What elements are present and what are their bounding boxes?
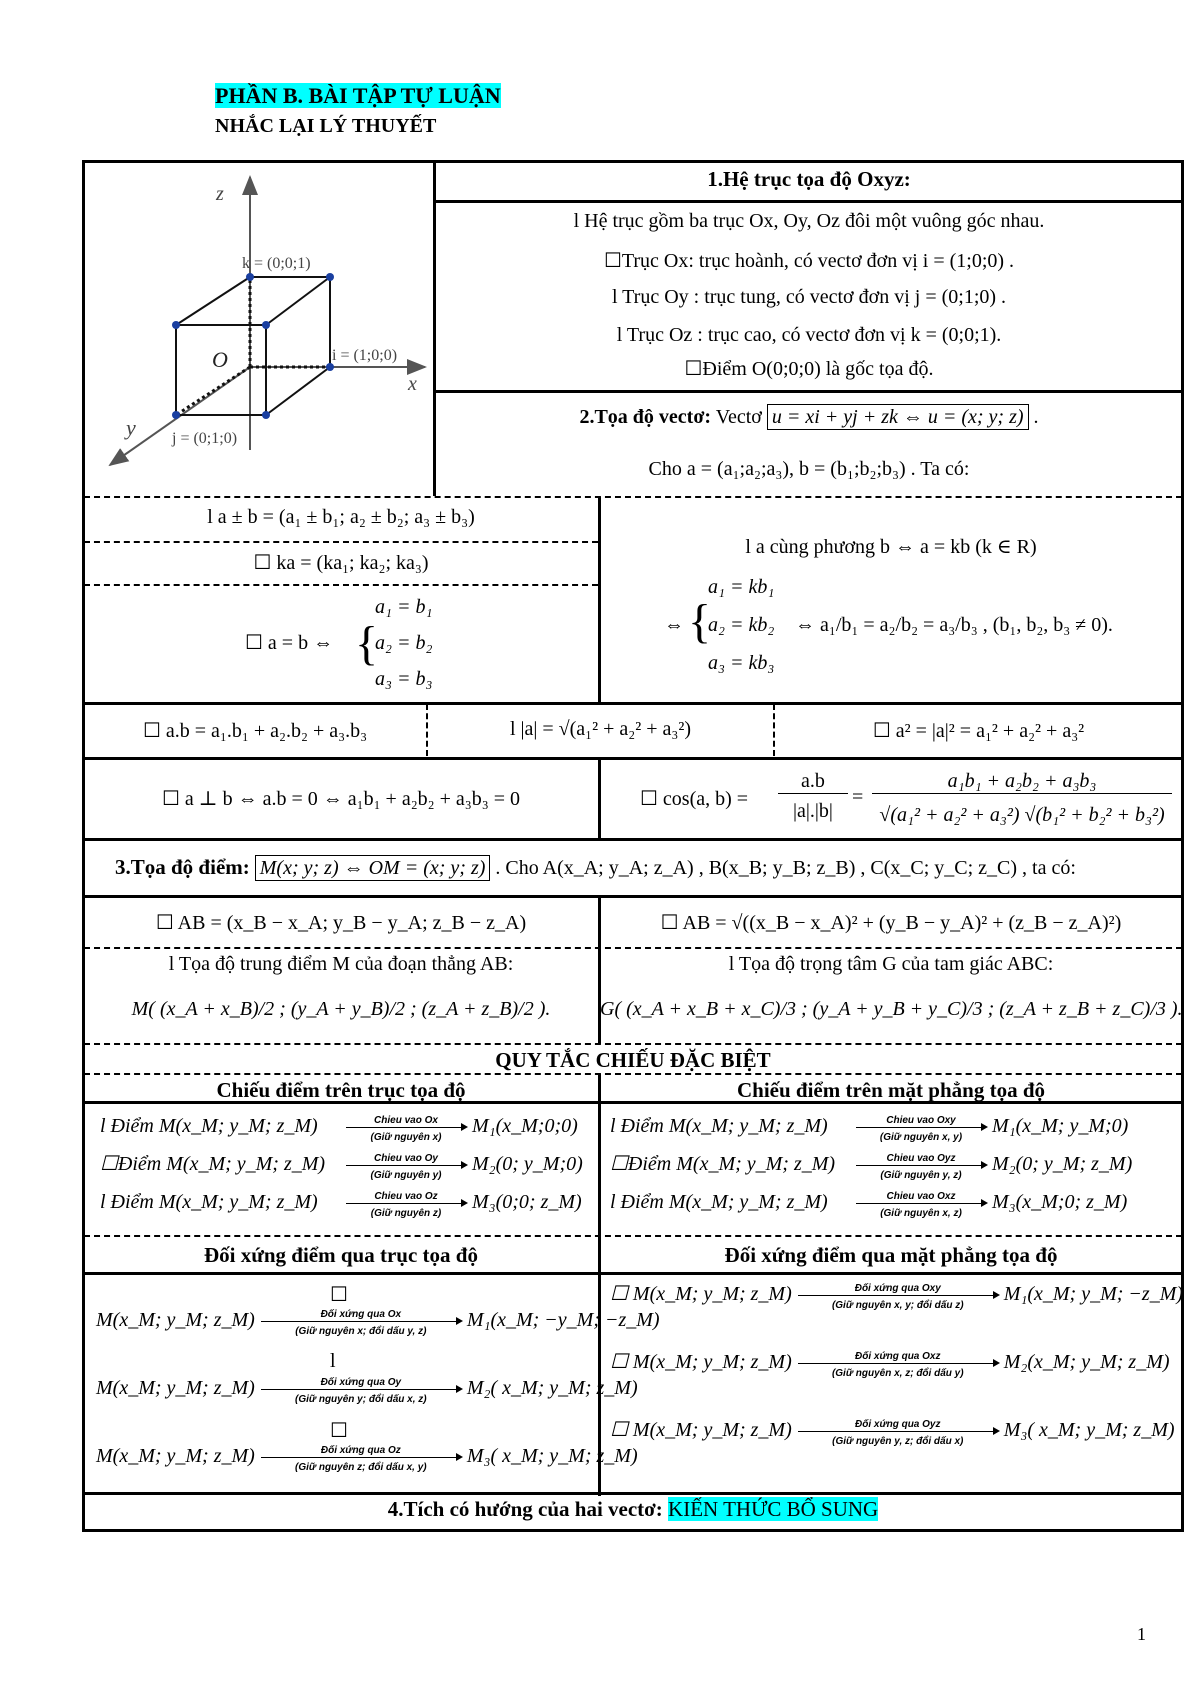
cube-edge: [266, 277, 330, 325]
rule-lhs: l Điểm M(x_M; y_M; z_M): [100, 1115, 318, 1138]
rule-rhs: M₃(0;0; z_M): [472, 1191, 582, 1214]
rule-arrow: [255, 1306, 467, 1337]
rule-arrow: [792, 1416, 1004, 1447]
section3-title: 3.Tọa độ điểm:: [115, 855, 250, 879]
equals-sign: =: [852, 786, 864, 808]
rule-lhs: M(x_M; y_M; z_M): [96, 1309, 255, 1332]
divider: [598, 497, 601, 703]
rule-arrow-bottom: (Giữ nguyên x, z; đổi dấu y): [831, 1368, 964, 1379]
brace: {: [688, 595, 712, 648]
rule-row: [610, 1348, 1170, 1379]
section3-given: . Cho A(x_A; y_A; z_A) , B(x_B; y_B; z_B) , C(x_C; y_C; z_C) , ta có:: [495, 857, 1076, 879]
rule-lhs: ☐ M(x_M; y_M; z_M): [610, 1419, 792, 1442]
section2-title: 2.Tọa độ vectơ:: [579, 406, 712, 428]
rule-arrow-top: Đối xứng qua Ox: [320, 1309, 402, 1320]
rule-lhs: M(x_M; y_M; z_M): [96, 1377, 255, 1400]
rule-arrow-bottom: (Giữ nguyên x, y; đổi dấu z): [831, 1300, 964, 1311]
ab-vector: ☐ AB = (x_B − x_A; y_B − y_A; z_B − z_A): [155, 912, 527, 934]
symmetry-plane-header: Đối xứng điểm qua mặt phẳng tọa độ: [724, 1243, 1058, 1267]
vector-equal-lhs: ☐ a = b ⇔: [245, 632, 334, 654]
supplement-badge: KIẾN THỨC BỔ SUNG: [668, 1497, 879, 1521]
rule-arrow-top: Chieu vao Oz: [374, 1191, 438, 1202]
section1-title: 1.Hệ trục tọa độ Oxyz:: [707, 167, 911, 191]
cube-edge: [176, 277, 250, 325]
cube-vertex: [326, 363, 334, 371]
arrow-line: [798, 1431, 998, 1432]
vector-def: u = xi + yj + zk ⇔ u = (x; y; z): [767, 404, 1029, 430]
section4-title: 4.Tích có hướng của hai vectơ:: [387, 1497, 663, 1521]
i-label: i = (1;0;0): [332, 347, 398, 364]
rule-arrow-bottom: (Giữ nguyên y; đổi dấu x, z): [295, 1394, 427, 1405]
z-label: z: [216, 183, 224, 205]
rule-arrow: [340, 1150, 472, 1181]
cos-mid-denominator: |a|.|b|: [793, 800, 833, 822]
rule-arrow-bottom: (Giữ nguyên y, z): [880, 1170, 962, 1181]
rule-lhs: ☐ M(x_M; y_M; z_M): [610, 1351, 792, 1374]
rule-lhs: M(x_M; y_M; z_M): [96, 1445, 255, 1468]
cube-vertex: [326, 273, 334, 281]
page-number: 1: [1137, 1624, 1146, 1644]
rule-row: [610, 1112, 1128, 1143]
divider: [84, 757, 1182, 760]
divider: [84, 838, 1182, 841]
divider: [598, 758, 601, 839]
divider: [84, 1235, 1182, 1237]
point-def: M(x; y; z) ⇔ OM = (x; y; z): [255, 855, 491, 881]
equivalent-sign: ⇔: [664, 614, 684, 636]
section4-line: [84, 1497, 1182, 1522]
y-label: y: [126, 415, 136, 440]
divider: [84, 1272, 1182, 1275]
rule-lhs: l Điểm M(x_M; y_M; z_M): [100, 1191, 318, 1214]
section2-given: Cho a = (a₁;a₂;a₃), b = (b₁;b₂;b₃) . Ta có:: [648, 458, 970, 480]
symmetry-axis-header: Đối xứng điểm qua trục tọa độ: [204, 1243, 478, 1267]
dot-product: ☐ a.b = a₁.b₁ + a₂.b₂ + a₃.b₃: [142, 720, 368, 742]
rule-arrow: [255, 1374, 467, 1405]
j-vector: [176, 367, 250, 415]
rule-arrow: [340, 1188, 472, 1219]
rule-row: [100, 1150, 583, 1181]
rule-rhs: M₁(x_M; y_M;0): [992, 1115, 1129, 1138]
rule-row: [610, 1150, 1132, 1181]
divider: [598, 1074, 601, 1496]
divider: [84, 947, 1182, 949]
rule-arrow-bottom: (Giữ nguyên z; đổi dấu x, y): [295, 1462, 427, 1473]
divider: [84, 1043, 1182, 1045]
cube-back-face: [250, 277, 330, 367]
perpendicular-condition: ☐ a ⊥ b ⇔ a.b = 0 ⇔ a₁b₁ + a₂b₂ + a₃b₃ = 0: [161, 788, 521, 810]
section1-line: ☐Điểm O(0;0;0) là gốc tọa độ.: [684, 358, 934, 380]
equal-system-row: a₂ = b₂: [375, 632, 433, 654]
rule-arrow: [792, 1348, 1004, 1379]
rule-row: [96, 1442, 638, 1473]
rule-rhs: M₂(0; y_M;0): [472, 1153, 583, 1176]
cos-mid-numerator: a.b: [778, 770, 848, 794]
rule-arrow: [850, 1150, 992, 1181]
rule-rhs: M₁(x_M;0;0): [472, 1115, 578, 1138]
equal-system-row: a₁ = b₁: [375, 596, 433, 618]
rule-rhs: M₂( x_M; y_M; z_M): [466, 1377, 638, 1400]
subtitle: NHẮC LẠI LÝ THUYẾT: [215, 115, 437, 137]
section1-line: l Trục Oz : trục cao, có vectơ đơn vị k = (0;0;1).: [616, 324, 1002, 346]
centroid-formula: G( (x_A + x_B + x_C)/3 ; (y_A + y_B + y_C)/3 ; (z_A + z_B + z_C)/3 ).: [600, 998, 1183, 1020]
rule-arrow: [255, 1442, 467, 1473]
part-title: PHẦN B. BÀI TẬP TỰ LUẬN: [215, 83, 501, 108]
cube-vertex: [262, 411, 270, 419]
midpoint-label: l Tọa độ trung điểm M của đoạn thẳng AB:: [168, 953, 514, 975]
vector-scalar: ☐ ka = (ka₁; ka₂; ka₃): [253, 552, 429, 574]
rule-row: [610, 1188, 1127, 1219]
rule-row: [610, 1416, 1175, 1447]
rule-rhs: M₃( x_M; y_M; z_M): [466, 1445, 638, 1468]
cube-vertex: [246, 273, 254, 281]
cos-numerator: a₁b₁ + a₂b₂ + a₃b₃: [872, 770, 1172, 794]
rule-arrow: [792, 1280, 1004, 1311]
rule-arrow-top: Chieu vao Oxz: [886, 1191, 956, 1202]
k-label: k = (0;0;1): [242, 255, 311, 272]
projection-title: QUY TẮC CHIẾU ĐẶC BIỆT: [495, 1048, 771, 1072]
midpoint-formula: M( (x_A + x_B)/2 ; (y_A + y_B)/2 ; (z_A + z_B)/2 ).: [131, 998, 551, 1020]
rule-arrow-top: Chieu vao Oxy: [886, 1115, 956, 1126]
divider: [84, 584, 598, 586]
projection-plane-header: Chiếu điểm trên mặt phẳng tọa độ: [736, 1078, 1046, 1102]
rule-arrow-top: Đối xứng qua Oz: [320, 1445, 401, 1456]
rule-rhs: M₃( x_M; y_M; z_M): [1003, 1419, 1175, 1442]
rule-bullet: ☐: [330, 1420, 348, 1442]
centroid-label: l Tọa độ trọng tâm G của tam giác ABC:: [728, 953, 1054, 975]
cube-vertex: [172, 321, 180, 329]
rule-lhs: l Điểm M(x_M; y_M; z_M): [610, 1191, 828, 1214]
rule-arrow-top: Chieu vao Ox: [374, 1115, 438, 1126]
rule-rhs: M₂(0; y_M; z_M): [992, 1153, 1133, 1176]
rule-row: [96, 1374, 638, 1405]
arrow-line: [261, 1389, 461, 1390]
arrow-line: [798, 1363, 998, 1364]
section1-line: l Hệ trục gồm ba trục Ox, Oy, Oz đôi một vuông góc nhau.: [573, 210, 1045, 232]
section1-line: l Trục Oy : trục tung, có vectơ đơn vị j = (0;1;0) .: [611, 286, 1007, 308]
vector-square: ☐ a² = |a|² = a₁² + a₂² + a₃²: [872, 720, 1085, 742]
section2-title-line: 2.Tọa độ vectơ: Vectơ u = xi + yj + zk ⇔ u = (x; y; z) .: [579, 406, 1039, 428]
divider: [84, 1073, 1182, 1075]
vector-sum: l a ± b = (a₁ ± b₁; a₂ ± b₂; a₃ ± b₃): [207, 506, 475, 528]
vector-word: Vectơ: [715, 406, 762, 428]
rule-arrow-bottom: (Giữ nguyên y, z; đổi dấu x): [832, 1436, 964, 1447]
rule-lhs: ☐Điểm M(x_M; y_M; z_M): [100, 1153, 326, 1176]
parallel-ratio: ⇔ a₁/b₁ = a₂/b₂ = a₃/b₃ , (b₁, b₂, b₃ ≠ 0).: [795, 614, 1113, 636]
projection-axis-header: Chiếu điểm trên trục tọa độ: [216, 1078, 466, 1102]
rule-lhs: ☐ M(x_M; y_M; z_M): [610, 1283, 792, 1306]
rule-row: [100, 1188, 582, 1219]
brace: {: [355, 617, 379, 670]
rule-bullet: ☐: [330, 1284, 348, 1306]
rule-lhs: ☐Điểm M(x_M; y_M; z_M): [610, 1153, 836, 1176]
rule-rhs: M₁(x_M; −y_M; −z_M): [466, 1309, 660, 1332]
rule-rhs: M₃(x_M;0; z_M): [992, 1191, 1128, 1214]
arrow-line: [798, 1295, 998, 1296]
rule-rhs: M₁(x_M; y_M; −z_M): [1003, 1283, 1184, 1306]
coordinate-figure: [90, 165, 430, 475]
origin-label: O: [212, 347, 228, 372]
arrow-line: [856, 1165, 986, 1166]
cube-vertex: [172, 411, 180, 419]
rule-arrow-top: Đối xứng qua Oxy: [854, 1283, 941, 1294]
divider: [84, 895, 1182, 898]
arrow-line: [856, 1127, 986, 1128]
rule-lhs: l Điểm M(x_M; y_M; z_M): [610, 1115, 828, 1138]
divider: [84, 496, 1182, 498]
rule-arrow-top: Đối xứng qua Oy: [320, 1377, 402, 1388]
vector-norm: l |a| = √(a₁² + a₂² + a₃²): [509, 718, 692, 740]
rule-arrow: [850, 1188, 992, 1219]
rule-arrow-top: Chieu vao Oy: [374, 1153, 438, 1164]
equal-system-row: a₃ = b₃: [375, 668, 433, 690]
section1-line: ☐Trục Ox: trục hoành, có vectơ đơn vị i = (1;0;0) .: [603, 250, 1015, 272]
rule-arrow-bottom: (Giữ nguyên y): [370, 1170, 442, 1181]
divider: [84, 1492, 1182, 1495]
cube-edge: [266, 367, 330, 415]
arrow-line: [856, 1203, 986, 1204]
divider: [84, 541, 598, 543]
cos-denominator: √(a₁² + a₂² + a₃²) √(b₁² + b₂² + b₃²): [879, 804, 1165, 826]
rule-arrow-bottom: (Giữ nguyên x, y): [879, 1132, 963, 1143]
arrow-line: [346, 1203, 466, 1204]
parallel-condition: l a cùng phương b ⇔ a = kb (k ∈ R): [745, 536, 1037, 558]
rule-row: [610, 1280, 1183, 1311]
j-label: j = (0;1;0): [172, 430, 238, 447]
arrow-line: [261, 1457, 461, 1458]
rule-arrow-top: Chieu vao Oyz: [886, 1153, 956, 1164]
divider: [433, 390, 1182, 393]
divider: [433, 200, 1182, 203]
cos-lhs: ☐ cos(a, b) =: [640, 788, 749, 810]
rule-row: [100, 1112, 578, 1143]
divider: [84, 702, 1182, 705]
x-label: x: [408, 373, 417, 395]
rule-arrow-bottom: (Giữ nguyên x; đổi dấu y, z): [295, 1326, 427, 1337]
arrow-line: [346, 1127, 466, 1128]
rule-arrow-bottom: (Giữ nguyên z): [370, 1208, 442, 1219]
arrow-line: [261, 1321, 461, 1322]
rule-arrow: [850, 1112, 992, 1143]
rule-arrow-top: Đối xứng qua Oyz: [855, 1419, 941, 1430]
rule-arrow: [340, 1112, 472, 1143]
ab-length: ☐ AB = √((x_B − x_A)² + (y_B − y_A)² + (z_B − z_A)²): [660, 912, 1122, 934]
arrow-line: [346, 1165, 466, 1166]
rule-bullet: l: [330, 1350, 336, 1372]
section3-line: [115, 855, 1076, 880]
rule-rhs: M₂(x_M; y_M; z_M): [1003, 1351, 1170, 1374]
parallel-system-row: a₃ = kb₃: [708, 652, 775, 674]
cube-vertex: [262, 321, 270, 329]
parallel-system-row: a₂ = kb₂: [708, 614, 775, 636]
rule-arrow-bottom: (Giữ nguyên x): [370, 1132, 442, 1143]
rule-arrow-bottom: (Giữ nguyên x, z): [880, 1208, 962, 1219]
parallel-system-row: a₁ = kb₁: [708, 576, 775, 598]
rule-row: [96, 1306, 660, 1337]
rule-arrow-top: Đối xứng qua Oxz: [855, 1351, 941, 1362]
